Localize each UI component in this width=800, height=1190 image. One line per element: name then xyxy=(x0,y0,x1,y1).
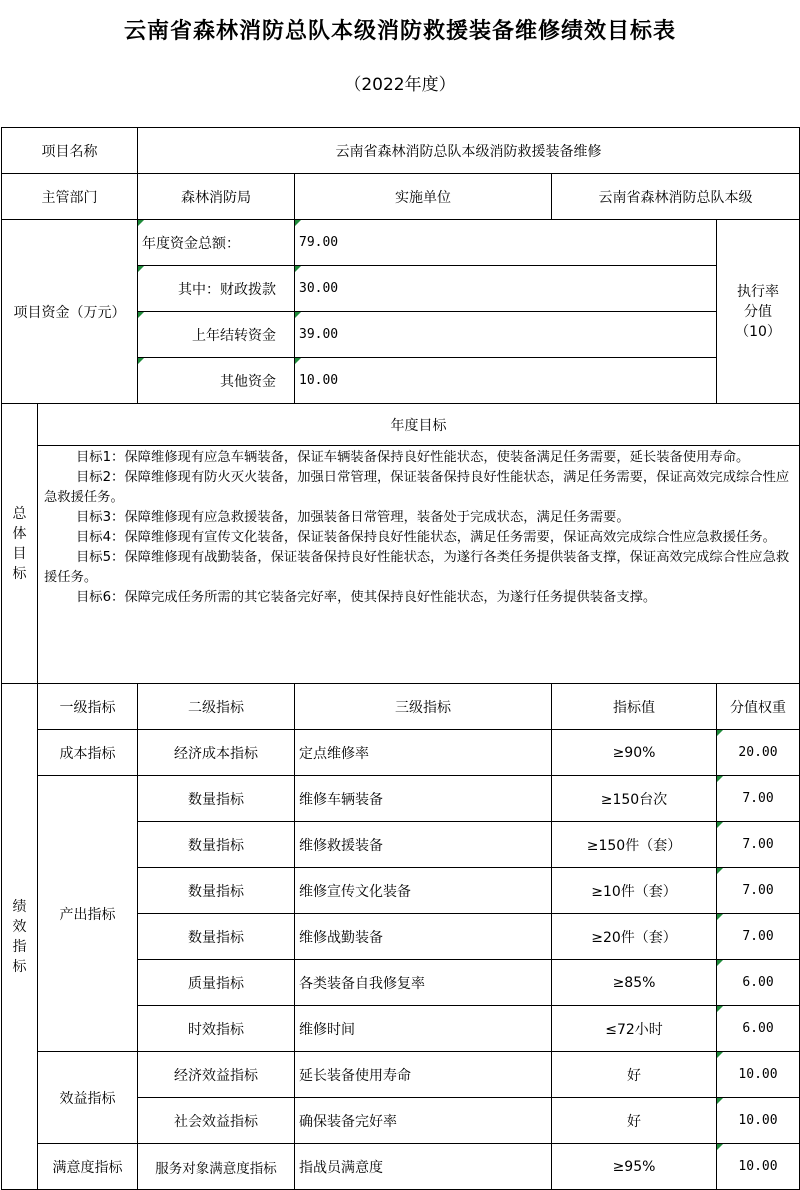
weight-cell: 10.00 xyxy=(717,1052,800,1098)
level2-cell: 数量指标 xyxy=(138,868,295,914)
level3-cell: 维修车辆装备 xyxy=(295,776,552,822)
perf-label-char: 标 xyxy=(12,958,27,975)
impl-value: 云南省森林消防总队本级 xyxy=(552,174,800,220)
level2-cell: 质量指标 xyxy=(138,960,295,1006)
performance-indicators-label xyxy=(2,684,38,1190)
indicator-value-cell: ≥90% xyxy=(552,730,717,776)
indicator-value-cell: ≥10件（套） xyxy=(552,868,717,914)
overall-goals-label xyxy=(2,404,38,684)
weight-cell: 20.00 xyxy=(717,730,800,776)
dept-value: 森林消防局 xyxy=(138,174,295,220)
level2-cell: 数量指标 xyxy=(138,914,295,960)
level2-cell: 服务对象满意度指标 xyxy=(138,1144,295,1190)
weight-cell: 7.00 xyxy=(717,868,800,914)
perf-label-char: 绩 xyxy=(12,898,27,915)
goals-label-char: 体 xyxy=(12,525,27,542)
weight-cell: 10.00 xyxy=(717,1144,800,1190)
goal-item: 目标3：保障维修现有应急救援装备，加强装备日常管理，装备处于完成状态，满足任务需要。 xyxy=(76,510,630,525)
funds-row-value: 79.00 xyxy=(295,220,717,266)
level3-cell: 维修救援装备 xyxy=(295,822,552,868)
goals-label-char: 目 xyxy=(12,545,27,562)
score-line-1: 执行率 xyxy=(737,283,779,300)
level1-output: 产出指标 xyxy=(38,776,138,1052)
level2-cell: 数量指标 xyxy=(138,776,295,822)
execution-rate-score xyxy=(717,220,800,404)
funds-row-value: 39.00 xyxy=(295,312,717,358)
project-name-label: 项目名称 xyxy=(2,128,138,174)
indicator-value-cell: ≥95% xyxy=(552,1144,717,1190)
level3-cell: 延长装备使用寿命 xyxy=(295,1052,552,1098)
table-row xyxy=(2,1144,800,1190)
level3-cell: 维修宣传文化装备 xyxy=(295,868,552,914)
document-title: 云南省森林消防总队本级消防救援装备维修绩效目标表 xyxy=(123,19,676,44)
weight-cell: 7.00 xyxy=(717,776,800,822)
project-name-value: 云南省森林消防总队本级消防救援装备维修 xyxy=(138,128,800,174)
level3-cell: 定点维修率 xyxy=(295,730,552,776)
level2-cell: 社会效益指标 xyxy=(138,1098,295,1144)
col-header-level3: 三级指标 xyxy=(295,684,552,730)
performance-target-table xyxy=(1,127,800,1190)
dept-label: 主管部门 xyxy=(2,174,138,220)
goal-item: 目标6：保障完成任务所需的其它装备完好率，使其保持良好性能状态，为遂行任务提供装备支撑。 xyxy=(76,590,657,605)
col-header-level2: 二级指标 xyxy=(138,684,295,730)
project-name-row xyxy=(2,128,800,174)
level2-cell: 经济成本指标 xyxy=(138,730,295,776)
funds-row-label: 其中：财政拨款 xyxy=(138,266,295,312)
annual-goals-content xyxy=(38,446,800,684)
indicator-value-cell: 好 xyxy=(552,1052,717,1098)
level3-cell: 维修时间 xyxy=(295,1006,552,1052)
funds-row xyxy=(2,220,800,266)
funds-row-value: 30.00 xyxy=(295,266,717,312)
indicator-value-cell: ≥150台次 xyxy=(552,776,717,822)
level1-benefit: 效益指标 xyxy=(38,1052,138,1144)
goals-header-row xyxy=(2,404,800,446)
weight-cell: 7.00 xyxy=(717,914,800,960)
col-header-level1: 一级指标 xyxy=(38,684,138,730)
indicator-value-cell: ≤72小时 xyxy=(552,1006,717,1052)
table-row xyxy=(2,1052,800,1098)
goal-item: 目标4：保障维修现有宣传文化装备，保证装备保持良好性能状态，满足任务需要，保证高效完成综合性应急救援任务。 xyxy=(76,530,776,545)
perf-label-char: 效 xyxy=(12,918,27,935)
indicator-value-cell: ≥150件（套） xyxy=(552,822,717,868)
level2-cell: 数量指标 xyxy=(138,822,295,868)
weight-cell: 7.00 xyxy=(717,822,800,868)
level3-cell: 确保装备完好率 xyxy=(295,1098,552,1144)
funds-row-value: 10.00 xyxy=(295,358,717,404)
col-header-value: 指标值 xyxy=(552,684,717,730)
score-line-3: （10） xyxy=(735,323,781,340)
goal-item: 目标2：保障维修现有防火灭火装备，加强日常管理，保证装备保持良好性能状态，满足任务需要，保证高效完成综合性应急救援任务。 xyxy=(44,470,790,505)
level3-cell: 维修战勤装备 xyxy=(295,914,552,960)
goals-label-char: 标 xyxy=(12,565,27,582)
level2-cell: 经济效益指标 xyxy=(138,1052,295,1098)
col-header-weight: 分值权重 xyxy=(717,684,800,730)
funds-row-label: 其他资金 xyxy=(138,358,295,404)
level1-satisfaction: 满意度指标 xyxy=(38,1144,138,1190)
perf-header-row xyxy=(2,684,800,730)
goals-content-row xyxy=(2,446,800,684)
department-row xyxy=(2,174,800,220)
indicator-value-cell: ≥85% xyxy=(552,960,717,1006)
weight-cell: 6.00 xyxy=(717,1006,800,1052)
score-line-2: 分值 xyxy=(744,303,772,320)
table-row xyxy=(2,730,800,776)
goals-label-char: 总 xyxy=(12,505,27,522)
indicator-value-cell: 好 xyxy=(552,1098,717,1144)
level3-cell: 指战员满意度 xyxy=(295,1144,552,1190)
goal-item: 目标1：保障维修现有应急车辆装备，保证车辆装备保持良好性能状态，使装备满足任务需要，延长装备使用寿命。 xyxy=(76,450,750,465)
indicator-value-cell: ≥20件（套） xyxy=(552,914,717,960)
level1-cost: 成本指标 xyxy=(38,730,138,776)
funds-row-label: 上年结转资金 xyxy=(138,312,295,358)
funds-row-label: 年度资金总额： xyxy=(138,220,295,266)
annual-goals-header: 年度目标 xyxy=(38,404,800,446)
impl-label: 实施单位 xyxy=(295,174,552,220)
weight-cell: 6.00 xyxy=(717,960,800,1006)
level2-cell: 时效指标 xyxy=(138,1006,295,1052)
level3-cell: 各类装备自我修复率 xyxy=(295,960,552,1006)
funds-label: 项目资金（万元） xyxy=(2,220,138,404)
weight-cell: 10.00 xyxy=(717,1098,800,1144)
document-year: （2022年度） xyxy=(344,75,456,95)
perf-label-char: 指 xyxy=(12,938,27,955)
goal-item: 目标5：保障维修现有战勤装备，保证装备保持良好性能状态，为遂行各类任务提供装备支撑，保证高效完成综合性应急救援任务。 xyxy=(44,550,790,585)
table-row xyxy=(2,776,800,822)
